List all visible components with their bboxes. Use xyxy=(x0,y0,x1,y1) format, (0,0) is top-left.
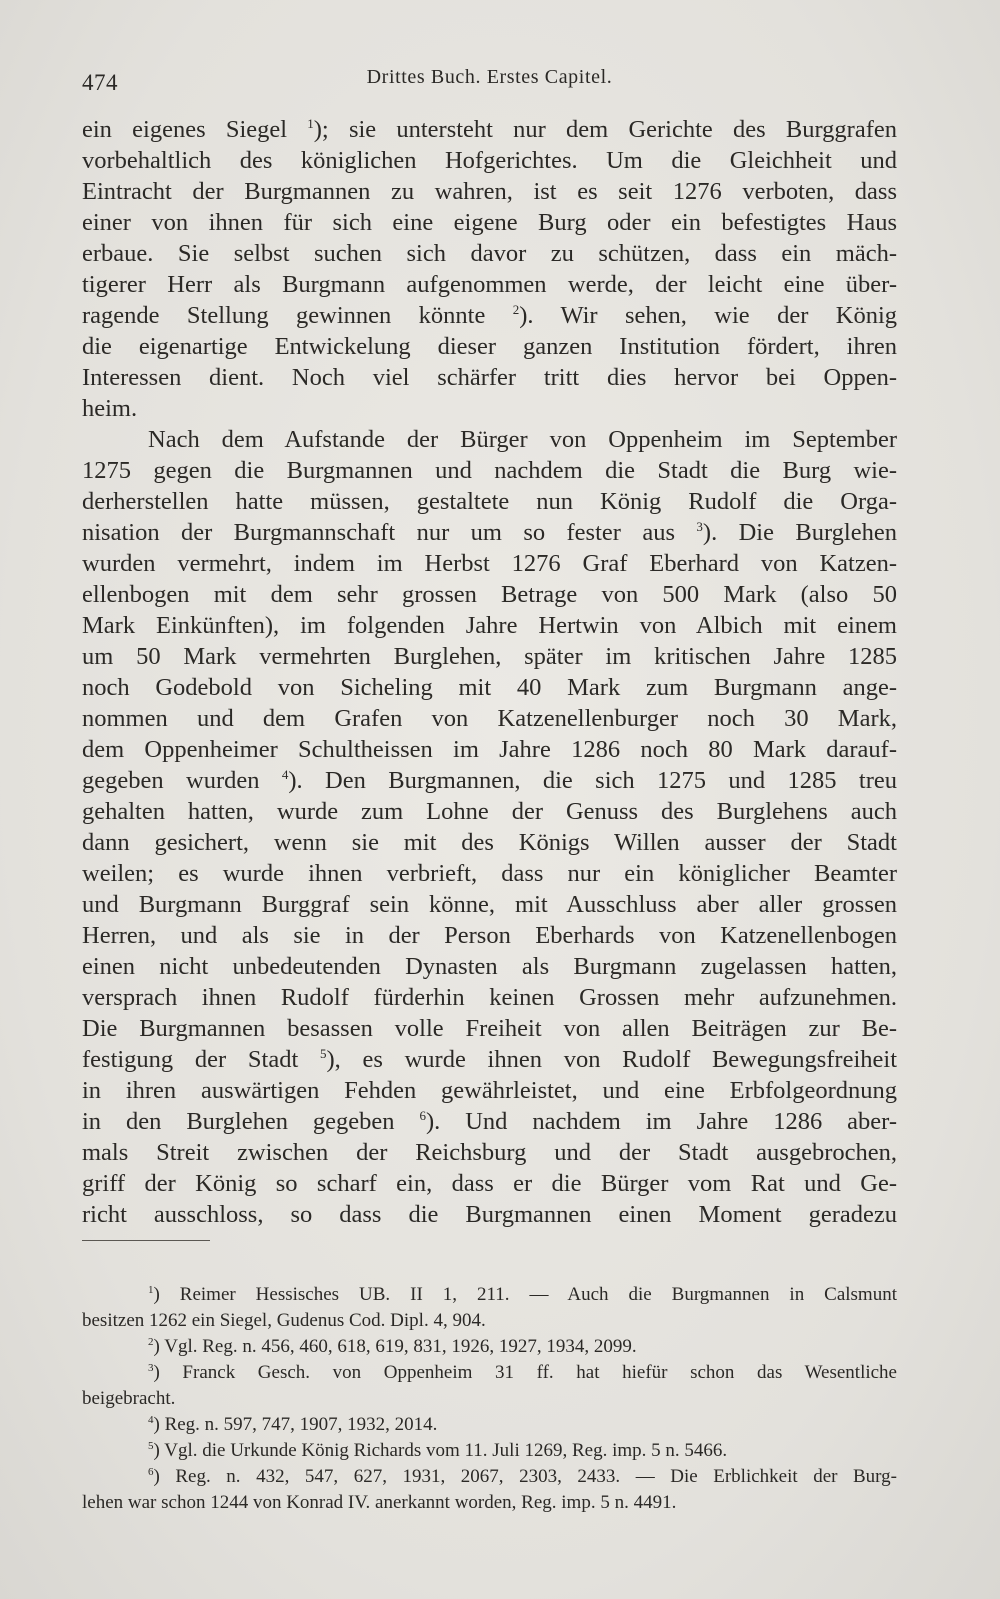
footnote-marker: 6 xyxy=(148,1466,154,1478)
body-line xyxy=(82,300,897,331)
body-text-run: um 50 Mark vermehrten Burglehen, später im kritischen Jahre 1285 xyxy=(82,643,897,670)
body-text-run: nommen und dem Grafen von Katzenellenburger noch 30 Mark, xyxy=(82,705,897,732)
running-title: Drittes Buch. Erstes Capitel. xyxy=(366,66,613,88)
body-line xyxy=(82,1075,897,1106)
footnote-line xyxy=(82,1282,897,1308)
body-text xyxy=(82,114,897,1230)
body-line xyxy=(82,424,897,455)
body-text-run: ). Den Burgmannen, die sich 1275 und 1285 treu xyxy=(288,767,898,794)
footnote-reference: 1 xyxy=(307,116,314,131)
body-text-run: ragende Stellung gewinnen könnte xyxy=(82,302,513,329)
body-line xyxy=(82,641,897,672)
footnote-text: ) Franck Gesch. von Oppenheim 31 ff. hat hiefür schon das Wesentliche xyxy=(153,1362,897,1383)
body-text-run: ). Die Burglehen xyxy=(702,519,897,546)
footnote-text: lehen war schon 1244 von Konrad IV. anerkannt worden, Reg. imp. 5 n. 4491. xyxy=(82,1492,677,1513)
body-line xyxy=(82,827,897,858)
body-line xyxy=(82,176,897,207)
body-line xyxy=(82,207,897,238)
body-text-run: und Burgmann Burggraf sein könne, mit Ausschluss aber aller grossen xyxy=(82,891,897,918)
footnote-reference: 5 xyxy=(319,1046,327,1061)
footnote-text: beigebracht. xyxy=(82,1388,176,1409)
footnote-line xyxy=(82,1464,897,1490)
footnotes xyxy=(82,1282,897,1516)
footnote-text: ) Reg. n. 597, 747, 1907, 1932, 2014. xyxy=(153,1414,438,1435)
body-line xyxy=(82,238,897,269)
footnote-line xyxy=(82,1412,897,1438)
body-text-run: festigung der Stadt xyxy=(82,1046,320,1073)
footnote-line xyxy=(82,1386,897,1412)
body-line xyxy=(82,1137,897,1168)
body-text-run: Herren, und als sie in der Person Eberhards von Katzenellenbogen xyxy=(82,922,897,949)
page-number: 474 xyxy=(82,70,118,95)
body-line xyxy=(82,672,897,703)
body-text-run: dann gesichert, wenn sie mit des Königs Willen ausser der Stadt xyxy=(82,829,897,856)
body-line xyxy=(82,486,897,517)
body-line xyxy=(82,1106,897,1137)
body-text-run: weilen; es wurde ihnen verbrieft, dass nur ein königlicher Beamter xyxy=(82,860,897,887)
body-text-run: dem Oppenheimer Schultheissen im Jahre 1286 noch 80 Mark darauf- xyxy=(82,736,897,763)
body-line xyxy=(82,393,897,424)
body-line xyxy=(82,982,897,1013)
body-text-run: ), es wurde ihnen von Rudolf Bewegungsfreiheit xyxy=(326,1046,897,1073)
body-text-run: in ihren auswärtigen Fehden gewährleistet, und eine Erbfolgeordnung xyxy=(82,1077,897,1104)
page-header xyxy=(82,62,897,100)
body-line xyxy=(82,331,897,362)
body-text-run: ein eigenes Siegel xyxy=(82,116,308,143)
body-text-run: griff der König so scharf ein, dass er die Bürger vom Rat und Ge- xyxy=(82,1170,897,1197)
footnote-text: ) Vgl. die Urkunde König Richards vom 11. Juli 1269, Reg. imp. 5 n. 5466. xyxy=(153,1440,728,1461)
footnote-line xyxy=(82,1360,897,1386)
body-line xyxy=(82,114,897,145)
footnote-rule xyxy=(82,1240,210,1241)
body-line xyxy=(82,1199,897,1230)
footnote-line xyxy=(82,1490,897,1516)
body-text-run: ). Und nachdem im Jahre 1286 aber- xyxy=(425,1108,897,1135)
footnote-text: ) Reg. n. 432, 547, 627, 1931, 2067, 2303, 2433. — Die Erblichkeit der Burg- xyxy=(153,1466,897,1487)
body-line xyxy=(82,517,897,548)
body-text-run: einer von ihnen für sich eine eigene Burg oder ein befestigtes Haus xyxy=(82,209,897,236)
body-line xyxy=(82,1168,897,1199)
body-line xyxy=(82,362,897,393)
body-line xyxy=(82,796,897,827)
body-text-run: Die Burgmannen besassen volle Freiheit von allen Beiträgen zur Be- xyxy=(82,1015,897,1042)
body-line xyxy=(82,889,897,920)
body-text-run: Mark Einkünften), im folgenden Jahre Hertwin von Albich mit einem xyxy=(82,612,897,639)
body-text-run: die eigenartige Entwickelung dieser ganzen Institution fördert, ihren xyxy=(82,333,897,360)
body-text-run: derherstellen hatte müssen, gestaltete nun König Rudolf die Orga- xyxy=(82,488,897,515)
body-line xyxy=(82,1044,897,1075)
body-text-run: 1275 gegen die Burgmannen und nachdem die Stadt die Burg wie- xyxy=(82,457,897,484)
body-line xyxy=(82,858,897,889)
body-text-run: ellenbogen mit dem sehr grossen Betrage von 500 Mark (also 50 xyxy=(82,581,897,608)
body-text-run: nisation der Burgmannschaft nur um so fester aus xyxy=(82,519,697,546)
body-line xyxy=(82,455,897,486)
footnote-reference: 6 xyxy=(419,1108,426,1123)
body-line xyxy=(82,734,897,765)
body-line xyxy=(82,951,897,982)
body-text-run: gegeben wurden xyxy=(82,767,282,794)
footnote-text: ) Reimer Hessisches UB. II 1, 211. — Auch die Burgmannen in Calsmunt xyxy=(153,1284,897,1305)
body-text-run: Eintracht der Burgmannen zu wahren, ist es seit 1276 verboten, dass xyxy=(82,178,897,205)
body-line xyxy=(82,610,897,641)
body-text-run: erbaue. Sie selbst suchen sich davor zu schützen, dass ein mäch- xyxy=(82,240,897,267)
body-text-run: in den Burglehen gegeben xyxy=(82,1108,420,1135)
body-text-run: ); sie untersteht nur dem Gerichte des Burggrafen xyxy=(313,116,897,143)
footnote-line xyxy=(82,1438,897,1464)
body-text-run: einen nicht unbedeutenden Dynasten als Burgmann zugelassen hatten, xyxy=(82,953,897,980)
body-text-run: noch Godebold von Sicheling mit 40 Mark zum Burgmann ange- xyxy=(82,674,897,701)
body-line xyxy=(82,145,897,176)
body-text-run: tigerer Herr als Burgmann aufgenommen werde, der leicht eine über- xyxy=(82,271,897,298)
body-text-run: gehalten hatten, wurde zum Lohne der Genuss des Burglehens auch xyxy=(82,798,897,825)
body-text-run: versprach ihnen Rudolf fürderhin keinen Grossen mehr aufzunehmen. xyxy=(82,984,897,1011)
body-text-run: heim. xyxy=(82,395,138,422)
body-line xyxy=(82,269,897,300)
body-text-run: richt ausschloss, so dass die Burgmannen einen Moment geradezu xyxy=(82,1201,897,1228)
body-line xyxy=(82,920,897,951)
body-text-run: mals Streit zwischen der Reichsburg und der Stadt ausgebrochen, xyxy=(82,1139,897,1166)
body-line xyxy=(82,703,897,734)
body-text-run: ). Wir sehen, wie der König xyxy=(519,302,897,329)
footnote-marker: 4 xyxy=(148,1414,154,1426)
footnote-marker: 3 xyxy=(148,1362,154,1374)
footnote-text: besitzen 1262 ein Siegel, Gudenus Cod. Dipl. 4, 904. xyxy=(82,1310,486,1331)
body-line xyxy=(82,548,897,579)
footnote-line xyxy=(82,1308,897,1334)
body-line xyxy=(82,579,897,610)
footnote-marker: 5 xyxy=(148,1440,154,1452)
footnote-marker: 2 xyxy=(148,1336,154,1348)
body-text-run: Nach dem Aufstande der Bürger von Oppenheim im September xyxy=(148,426,897,453)
footnote-text: ) Vgl. Reg. n. 456, 460, 618, 619, 831, 1926, 1927, 1934, 2099. xyxy=(153,1336,637,1357)
body-line xyxy=(82,1013,897,1044)
body-text-run: vorbehaltlich des königlichen Hofgerichtes. Um die Gleichheit und xyxy=(82,147,897,174)
footnote-line xyxy=(82,1334,897,1360)
body-text-run: wurden vermehrt, indem im Herbst 1276 Graf Eberhard von Katzen- xyxy=(82,550,897,577)
footnote-marker: 1 xyxy=(148,1284,154,1296)
footnote-reference: 2 xyxy=(512,302,520,317)
footnote-reference: 4 xyxy=(281,767,289,782)
footnote-reference: 3 xyxy=(696,519,703,534)
body-text-run: Interessen dient. Noch viel schärfer tritt dies hervor bei Oppen- xyxy=(82,364,897,391)
body-line xyxy=(82,765,897,796)
